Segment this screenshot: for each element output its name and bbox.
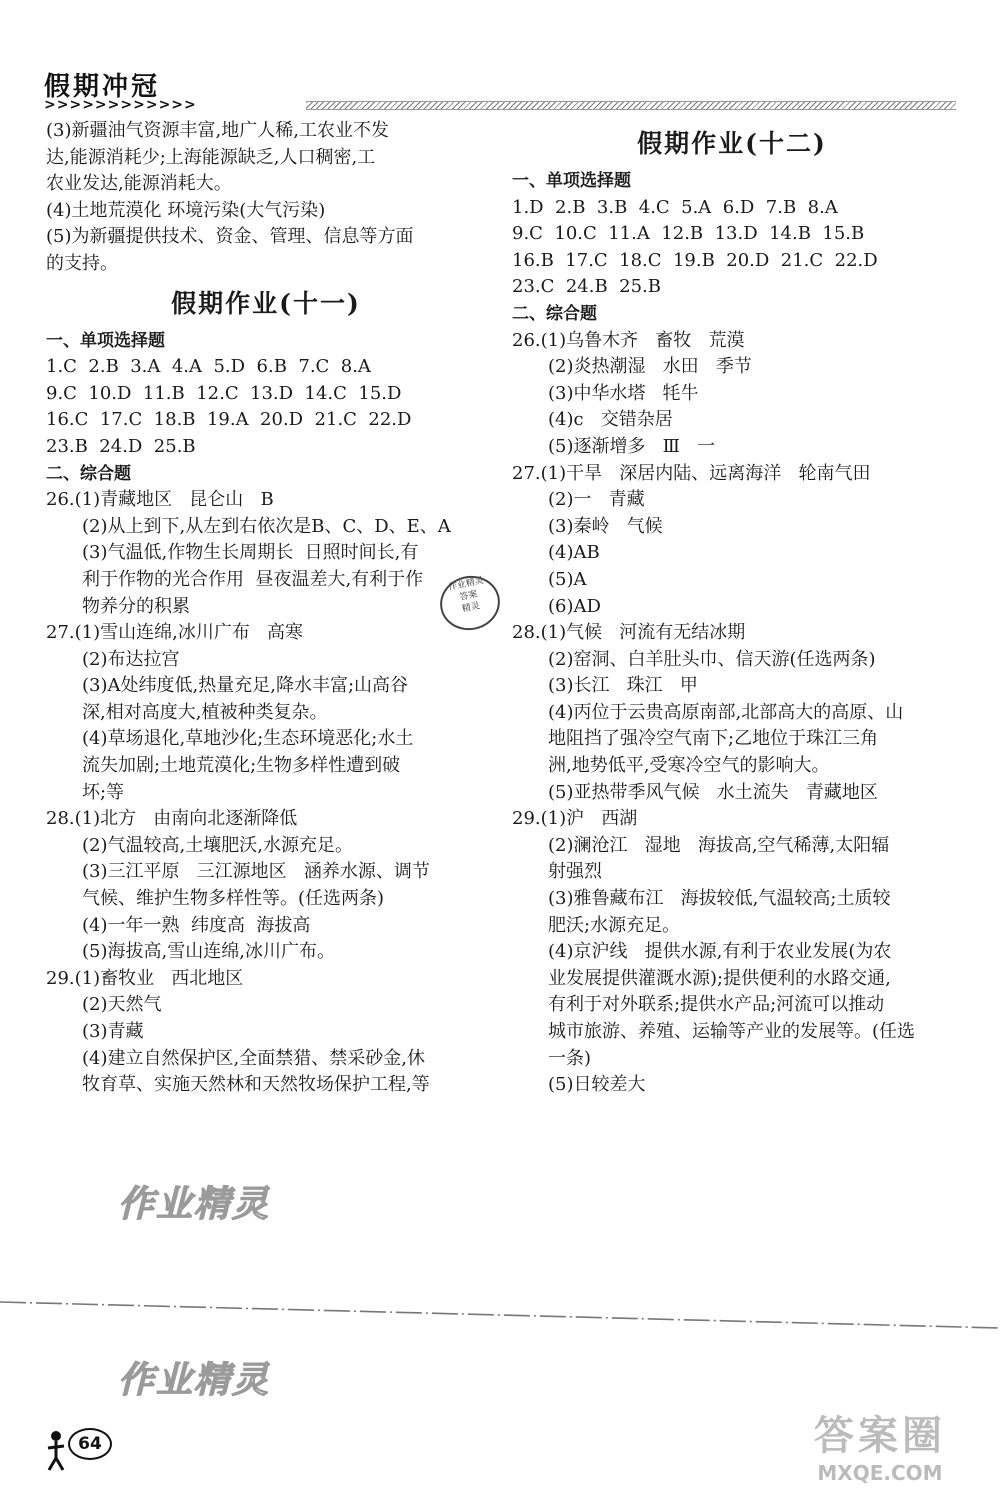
answer-line: (4)土地荒漠化 环境污染(大气污染) [46,199,326,221]
question-28-line: 28.(1)气候 河流有无结冰期 [512,622,746,644]
choice-answers: 9.C 10.D 11.B 12.C 13.D 14.C 15.D [46,382,402,404]
question-27-line: 27.(1)雪山连绵,冰川广布 高寒 [46,622,304,644]
answer-line: (5)为新疆提供技术、资金、管理、信息等方面 [46,226,414,248]
question-27-line: 27.(1)干旱 深居内陆、远离海洋 轮南气田 [512,462,871,484]
site-logo-url: MXQE.COM [817,1461,943,1485]
choice-answers: 9.C 10.C 11.A 12.B 13.D 14.B 15.B [512,223,865,245]
question-27-line: (4)草场退化,草地沙化;生态环境恶化;水土 [82,728,414,750]
answer-line: (3)新疆油气资源丰富,地广人稀,工农业不发 [46,120,389,141]
choice-answers: 1.D 2.B 3.B 4.C 5.A 6.D 7.B 8.A [512,196,838,218]
left-column [46,118,486,1099]
question-28-line: (3)三江平原 三江源地区 涵养水源、调节 [82,861,430,883]
question-26-line: 利于作物的光合作用 昼夜温差大,有利于作 [82,568,424,590]
choice-answers: 16.C 17.C 18.B 19.A 20.D 21.C 22.D [46,409,412,431]
question-29-line: 29.(1)畜牧业 西北地区 [46,967,244,989]
site-logo-name: 答案圈 [814,1412,946,1459]
question-29-line: (3)青藏 [82,1021,144,1042]
question-26-line: (2)炎热潮湿 水田 季节 [548,356,752,378]
watermark: 作业精灵 [118,1183,271,1225]
mascot-figure-icon [44,1428,70,1472]
page-number: 64 [68,1428,112,1460]
question-28-line: (5)亚热带季风气候 水土流失 青藏地区 [548,781,878,803]
question-29-line: 牧育草、实施天然林和天然牧场保护工程,等 [82,1074,430,1096]
question-29-line: 有利于对外联系;提供水产品;河流可以推动 [548,994,885,1016]
question-29-line: (2)澜沧江 湿地 海拔高,空气稀薄,太阳辐 [548,834,890,856]
header-title: 假期冲冠 [44,72,161,102]
section-title-11: 假期作业(十一) [171,288,361,318]
question-26-line: 26.(1)乌鲁木齐 畜牧 荒漠 [512,329,745,351]
divider-line [0,1296,1000,1330]
question-27-line: 深,相对高度大,植被种类复杂。 [82,701,328,723]
question-29-line: 29.(1)沪 西湖 [512,808,638,830]
question-29-line: (2)天然气 [82,994,162,1016]
comprehensive-heading: 二、综合题 [512,303,597,324]
question-26-line: 26.(1)青藏地区 昆仑山 B [46,489,274,511]
question-27-line: (3)秦岭 气候 [548,515,663,537]
question-27-line: (3)A处纬度低,热量充足,降水丰富;山高谷 [82,675,409,697]
question-27-line: 坏;等 [82,781,125,803]
site-logo [790,1412,970,1498]
hatch-rule [306,101,956,110]
question-27-line: (6)AD [548,595,601,617]
question-27-line: (2)一 青藏 [548,489,645,511]
question-28-line: (5)海拔高,雪山连绵,冰川广布。 [82,941,335,963]
answer-line: 达,能源消耗少;上海能源缺乏,人口稠密,工 [46,146,376,168]
question-26-line: 物养分的积累 [82,595,190,617]
section-title-12: 假期作业(十二) [637,129,827,158]
stamp-text: 答案 [458,589,479,603]
question-28-line: 地阻挡了强冷空气南下;乙地位于珠江三角 [548,728,879,750]
question-29-line: 一条) [548,1047,592,1069]
question-27-line: (5)A [548,568,587,590]
question-26-line: (4)c 交错杂居 [548,409,673,431]
watermark: 作业精灵 [118,1359,271,1401]
header-rule [44,98,956,112]
question-28-line: (2)气温较高,土壤肥沃,水源充足。 [82,834,353,856]
question-26-line: (3)气温低,作物生长周期长 日照时间长,有 [82,542,419,564]
question-29-line: (5)日较差大 [548,1074,646,1096]
stamp-text: 精灵 [461,601,481,615]
question-28-line: 28.(1)北方 由南向北逐渐降低 [46,808,298,830]
question-28-line: 气候、维护生物多样性等。(任选两条) [82,888,385,910]
question-26-line: (3)中华水塔 牦牛 [548,382,699,404]
question-29-line: 射强烈 [548,861,602,883]
question-28-line: (4)一年一熟 纬度高 海拔高 [82,914,311,936]
choice-heading: 一、单项选择题 [512,171,631,191]
intro-answers [46,118,486,278]
question-29-line: 肥沃;水源充足。 [548,914,681,936]
stamp-text: 作业精灵 [447,575,485,594]
question-26-line: (2)从上到下,从左到右依次是B、C、D、E、A [82,515,451,537]
question-28-line: 洲,地势低平,受寒冷空气的影响大。 [548,755,830,777]
choice-answers: 16.B 17.C 18.C 19.B 20.D 21.C 22.D [512,249,878,271]
question-29-line: 业发展提供灌溉水源);提供便利的水路交通, [548,967,891,989]
question-27-line: (2)布达拉宫 [82,648,180,670]
question-29-line: (3)雅鲁藏布江 海拔较低,气温较高;土质较 [548,888,891,910]
choice-answers: 23.B 24.D 25.B [46,435,196,457]
right-column [512,118,952,1099]
question-28-line: (4)丙位于云贵高原南部,北部高大的高原、山 [548,701,904,723]
answer-line: 农业发达,能源消耗大。 [46,173,232,195]
question-28-line: (3)长江 珠江 甲 [548,675,698,697]
question-27-line: (4)AB [548,542,600,564]
question-29-line: (4)建立自然保护区,全面禁猎、禁采砂金,休 [82,1047,425,1069]
question-27-line: 流失加剧;土地荒漠化;生物多样性遭到破 [82,755,401,777]
choice-heading: 一、单项选择题 [46,330,165,351]
question-28-line: (2)窑洞、白羊肚头巾、信天游(任选两条) [548,648,876,670]
choice-answers: 1.C 2.B 3.A 4.A 5.D 6.B 7.C 8.A [46,356,371,378]
question-29-line: 城市旅游、养殖、运输等产业的发展等。(任选 [548,1021,916,1042]
answer-line: 的支持。 [46,252,118,274]
choice-answers: 23.C 24.B 25.B [512,276,661,298]
comprehensive-heading: 二、综合题 [46,463,131,484]
chevron-rule-icon: >>>>>>>>>>>> [44,97,197,113]
question-29-line: (4)京沪线 提供水源,有利于农业发展(为农 [548,941,892,963]
question-26-line: (5)逐渐增多 Ⅲ 一 [548,435,716,457]
